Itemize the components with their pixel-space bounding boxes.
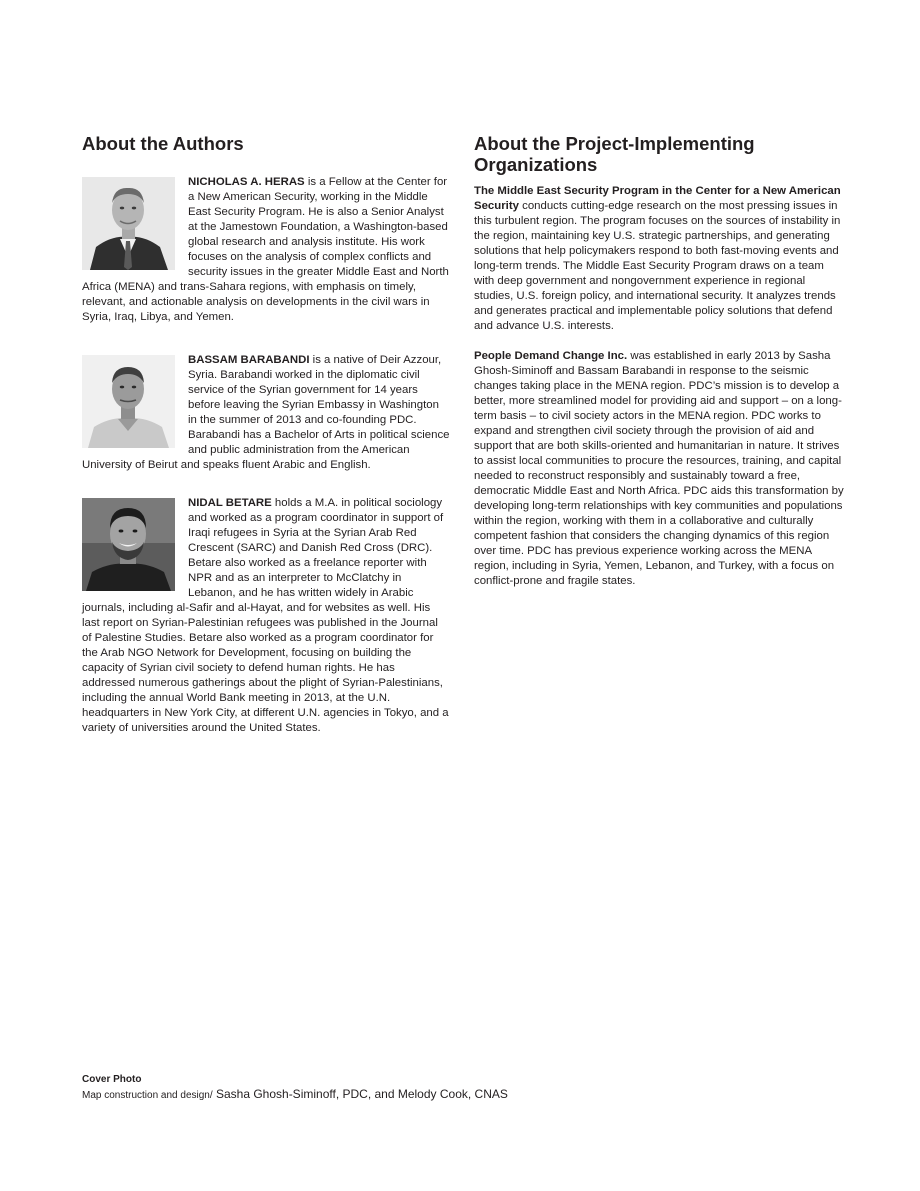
heras-bio-text: is a Fellow at the Center for a New American Security, working in the Middle East Security Program. He is also a Senior Analyst at the Jamestown Foundation, a Washington-based global research and analysis institute. His work focuses on the analysis of complex conflicts and security issues in the greater Middle East and North Africa (MENA) and trans-Sahara regions, with emphasis on timely, relevant, and actionable analysis on developments in the civil wars in Syria, Iraq, Libya, and Yemen. [82,176,449,323]
credit-names: Sasha Ghosh-Siminoff, PDC, and Melody Cook, CNAS [212,1087,508,1101]
author-barabandi [82,353,450,473]
organizations-column [474,133,844,589]
heras-photo [82,177,175,270]
org-pdc-paragraph [474,349,844,589]
org-pdc-name: People Demand Change Inc. [474,350,628,362]
credit-prefix: Map construction and design/ [82,1090,213,1101]
author-heras [82,175,450,325]
heras-name: NICHOLAS A. HERAS [188,176,305,188]
betare-photo [82,498,175,591]
org-mesp-name: The Middle East Security Program in the Center for a New American Security [474,185,841,212]
betare-bio-text: holds a M.A. in political sociology and worked as a program coordinator in support of Iraqi refugees in Syria at the Syrian Arab Red Crescent (SARC) and Danish Red Cross (DRC). Betare also worked as a freelance reporter with NPR and as an interpreter to McClatchy in Lebanon, and he has written widely in Arabic journals, including al-Safir and al-Hayat, and for websites as well. His last report on Syrian-Palestinian refugees was published in the Journal of Palestine Studies. Betare also worked as a program coordinator for the Arab NGO Network for Development, focusing on building the capacity of Syrian civil society to defend human rights. He has addressed numerous gatherings about the plight of Syrian-Palestinians, including the annual World Bank meeting in 2013, at the U.N. headquarters in New York City, at different U.N. agencies in Tokyo, and a variety of universities around the United States. [82,497,449,734]
authors-heading: About the Authors [82,133,244,154]
org-mesp-paragraph [474,184,844,334]
authors-column [82,133,450,736]
cover-photo-credit-line [82,1086,782,1104]
barabandi-bio-text: is a native of Deir Azzour, Syria. Barabandi worked in the diplomatic civil service of the Syrian government for 14 years before leaving the Syrian Embassy in Washington in the summer of 2013 and co-founding PDC. Barabandi has a Bachelor of Arts in political science and public administration from the American University of Beirut and speaks fluent Arabic and English. [82,354,450,471]
cover-photo-credit [82,1073,782,1104]
barabandi-photo [82,355,175,448]
org-pdc-text: was established in early 2013 by Sasha Ghosh-Siminoff and Bassam Barabandi in response to the seismic changes taking place in the MENA region. PDC’s mission is to develop a better, more streamlined model for providing aid and support – on a long-term basis – to civil society actors in the MENA region. PDC works to expand and strengthen civil society through the provision of aid and support that are both skills-oriented and humanitarian in nature. It strives to assist local communities to procure the resources, training, and capital needed to reconstruct responsibly and sustainably toward a free, democratic Middle East and North Africa. PDC aids this transformation by developing long-term relationships with key communities and populations within the region, working with them in a collaborative and culturally competent fashion that considers the changing dynamics of this region over time. PDC has previous experience working across the MENA region, including in Syria, Yemen, Lebanon, and Turkey, with a focus on conflict-prone and fragile states. [474,350,844,587]
organizations-heading: About the Project-Implementing Organizations [474,133,755,175]
org-mesp-text: conducts cutting-edge research on the most pressing issues in this turbulent region. The program focuses on the sources of instability in the region, maintaining key U.S. strategic partnerships, and generating solutions that help policymakers respond to both fast-moving events and long-term trends. The Middle East Security Program draws on a team with deep government and nongovernment experience in regional studies, U.S. foreign policy, and international security. It analyzes trends and generates practical and implementable policy solutions that defend and advance U.S. interests. [474,200,841,332]
betare-name: NIDAL BETARE [188,497,272,509]
cover-photo-label: Cover Photo [82,1074,142,1085]
barabandi-name: BASSAM BARABANDI [188,354,310,366]
author-betare [82,496,450,736]
